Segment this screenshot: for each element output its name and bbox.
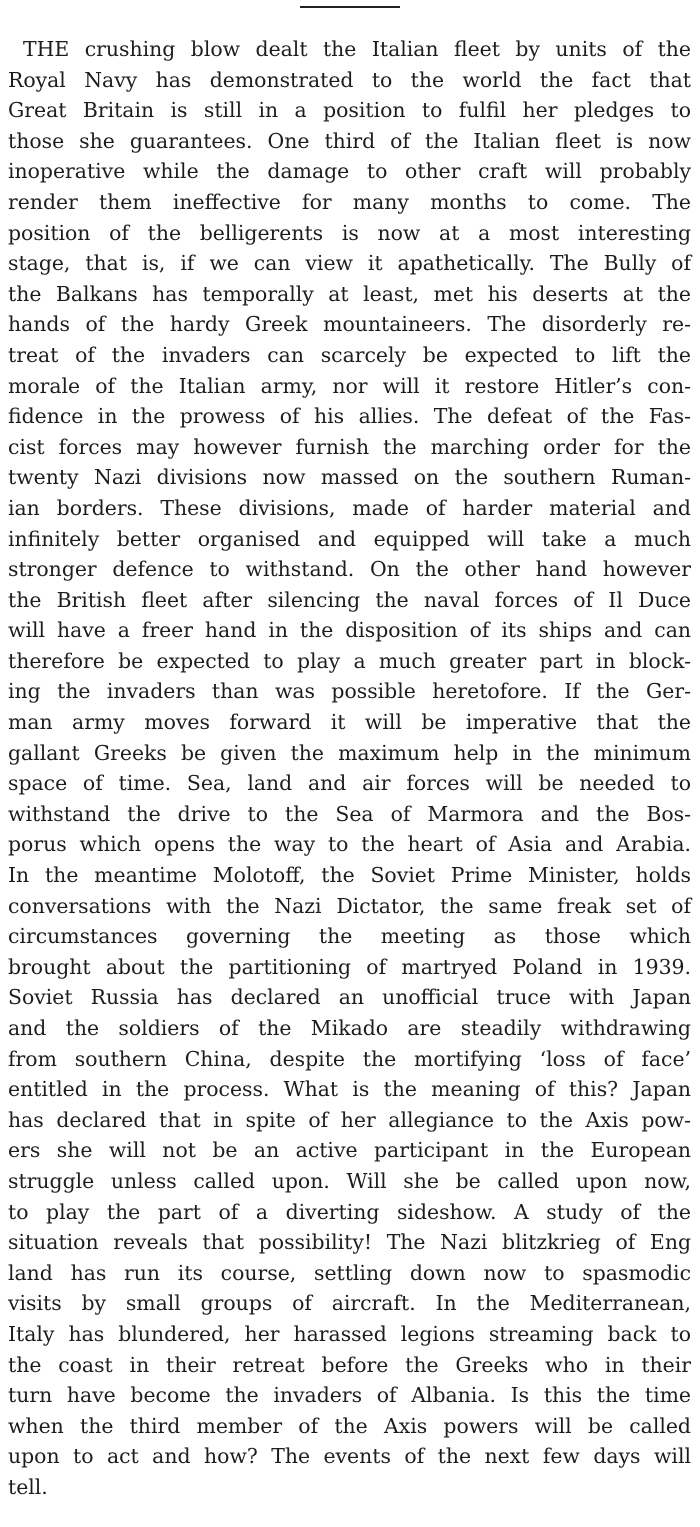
article-line: will have a freer hand in the disposition of its ships and can (8, 618, 691, 643)
article-line: render them ineffective for many months to come. The (8, 189, 691, 214)
article-line: ian borders. These divisions, made of harder material and (8, 495, 691, 520)
article-line: ers she will not be an active participant in the European (8, 1138, 691, 1163)
article-line: THE crushing blow dealt the Italian fleet by units of the (23, 37, 691, 61)
article-line: cist forces may however furnish the marching order for the (8, 434, 691, 459)
article-line: In the meantime Molotoff, the Soviet Prime Minister, holds (8, 863, 691, 888)
article-line: position of the belligerents is now at a most interesting (8, 220, 691, 245)
article-line: man army moves forward it will be imperative that the (8, 710, 691, 735)
article-line: conversations with the Nazi Dictator, the same freak set of (8, 893, 691, 918)
article-line: the Balkans has temporally at least, met his deserts at the (8, 281, 691, 306)
article-line: inoperative while the damage to other craft will probably (8, 159, 691, 184)
article-line: circumstances governing the meeting as those which (8, 924, 691, 949)
article-line: gallant Greeks be given the maximum help in the minimum (8, 740, 691, 765)
header-rule (300, 6, 400, 8)
article-line: to play the part of a diverting sideshow. A study of the (8, 1199, 691, 1224)
article-line: visits by small groups of aircraft. In the Mediterranean, (8, 1291, 691, 1316)
article-line: stronger defence to withstand. On the other hand however (8, 557, 691, 582)
article-line: porus which opens the way to the heart of Asia and Arabia. (8, 832, 691, 857)
article-line: morale of the Italian army, nor will it restore Hitler’s con- (8, 373, 691, 398)
article-line: the coast in their retreat before the Greeks who in their (8, 1352, 691, 1377)
article-line: land has run its course, settling down now to spasmodic (8, 1260, 691, 1285)
article-line: infinitely better organised and equipped will take a much (8, 526, 691, 551)
article-line: upon to act and how? The events of the next few days will (8, 1444, 691, 1469)
article-line: situation reveals that possibility! The Nazi blitzkrieg of Eng (8, 1230, 691, 1255)
article-line: tell. (8, 1474, 48, 1499)
article-line: hands of the hardy Greek mountaineers. The disorderly re- (8, 312, 691, 337)
article-line: from southern China, despite the mortifying ‘loss of face’ (8, 1046, 691, 1071)
article-line: turn have become the invaders of Albania. Is this the time (8, 1383, 691, 1408)
article-line: brought about the partitioning of martryed Poland in 1939. (8, 954, 691, 979)
article-line: twenty Nazi divisions now massed on the southern Ruman- (8, 465, 691, 490)
article-line: therefore be expected to play a much greater part in block- (8, 648, 691, 673)
article-line: Great Britain is still in a position to fulfil her pledges to (8, 98, 691, 123)
article-line: fidence in the prowess of his allies. The defeat of the Fas- (8, 404, 691, 429)
article-line: withstand the drive to the Sea of Marmora and the Bos- (8, 801, 691, 826)
article-line: those she guarantees. One third of the Italian fleet is now (8, 128, 691, 153)
article-line: has declared that in spite of her allegiance to the Axis pow- (8, 1107, 691, 1132)
article-line: entitled in the process. What is the meaning of this? Japan (8, 1077, 691, 1102)
article-line: Soviet Russia has declared an unofficial truce with Japan (8, 985, 691, 1010)
article-line: the British fleet after silencing the naval forces of Il Duce (8, 587, 691, 612)
article-line: Italy has blundered, her harassed legions streaming back to (8, 1321, 691, 1346)
article-line: when the third member of the Axis powers will be called (8, 1413, 691, 1438)
article-line: struggle unless called upon. Will she be called upon now, (8, 1168, 691, 1193)
article-line: space of time. Sea, land and air forces will be needed to (8, 771, 691, 796)
article-line: and the soldiers of the Mikado are steadily withdrawing (8, 1016, 691, 1040)
article-line: ing the invaders than was possible heretofore. If the Ger- (8, 679, 691, 704)
article-line: Royal Navy has demonstrated to the world the fact that (8, 67, 691, 92)
article-line: treat of the invaders can scarcely be expected to lift the (8, 342, 691, 367)
article-line: stage, that is, if we can view it apathetically. The Bully of (8, 251, 691, 276)
article-body (8, 34, 691, 1503)
